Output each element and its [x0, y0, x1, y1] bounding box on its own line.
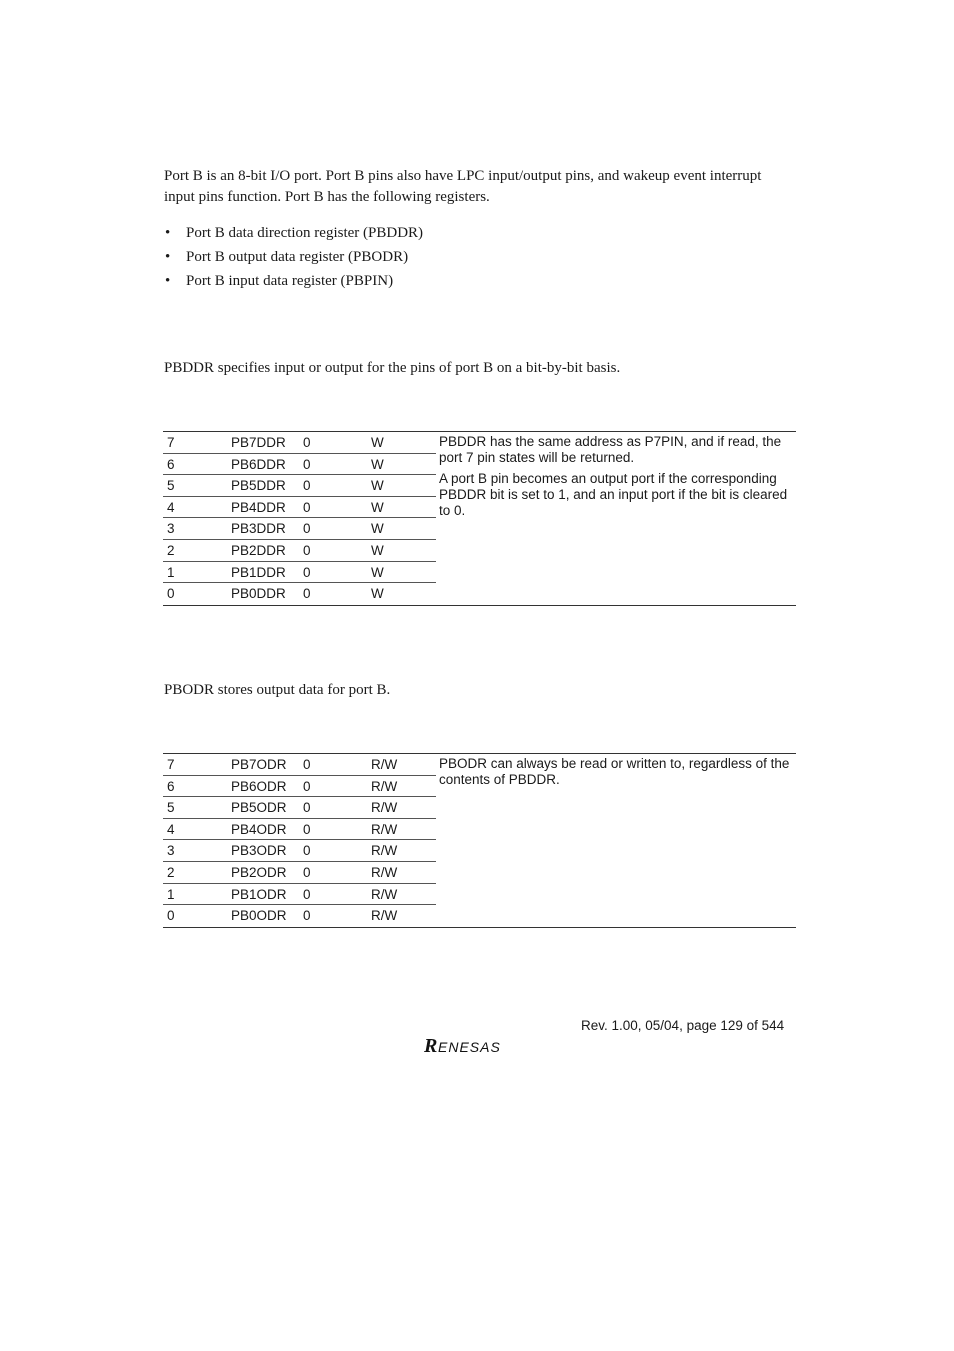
pbddr-table	[163, 431, 796, 607]
list-item-text: Port B input data register (PBPIN)	[186, 273, 394, 289]
note-text: A port B pin becomes an output port if the corresponding PBDDR bit is set to 1, and an input port if the bit is cleared to 0.	[439, 471, 788, 518]
bit-cell: 3	[167, 521, 175, 537]
rw-cell: W	[371, 499, 384, 515]
bit-name-cell: PB3DDR	[231, 521, 286, 537]
table-row	[163, 776, 436, 798]
bit-cell: 6	[167, 778, 175, 794]
renesas-logo	[422, 1034, 542, 1061]
rw-cell: R/W	[371, 757, 398, 772]
rw-cell: W	[371, 586, 384, 602]
rw-cell: R/W	[371, 843, 398, 859]
list-item	[164, 271, 423, 295]
renesas-logo-icon	[422, 1034, 542, 1056]
list-item-text: Port B output data register (PBODR)	[186, 249, 409, 265]
table-row	[163, 797, 436, 819]
logo-letter-r: R	[424, 1035, 438, 1056]
note-text: PBODR can always be read or written to, regardless of the contents of PBDDR.	[439, 756, 790, 787]
initial-value-cell: 0	[303, 499, 311, 515]
bit-cell: 2	[167, 865, 175, 880]
initial-value-cell: 0	[303, 800, 311, 816]
rw-cell: R/W	[371, 908, 398, 924]
list-item	[164, 223, 423, 247]
bit-name-cell: PB4DDR	[231, 499, 286, 515]
table-bottom-rule	[163, 927, 796, 928]
bit-cell: 5	[167, 800, 175, 816]
bit-cell: 2	[167, 543, 175, 558]
bit-name-cell: PB7ODR	[231, 757, 287, 772]
rw-cell: R/W	[371, 821, 398, 837]
initial-value-cell: 0	[303, 456, 311, 472]
logo-text: ENESAS	[438, 1039, 501, 1055]
table-row	[163, 754, 436, 776]
bit-name-cell: PB1DDR	[231, 564, 286, 580]
rw-cell: R/W	[371, 800, 398, 816]
initial-value-cell: 0	[303, 757, 311, 772]
rw-cell: R/W	[371, 865, 398, 880]
rw-cell: R/W	[371, 886, 398, 902]
initial-value-cell: 0	[303, 478, 311, 494]
initial-value-cell: 0	[303, 908, 311, 924]
bit-cell: 6	[167, 456, 175, 472]
bit-cell: 4	[167, 499, 175, 515]
bit-cell: 4	[167, 821, 175, 837]
bit-name-cell: PB2DDR	[231, 543, 286, 558]
initial-value-cell: 0	[303, 821, 311, 837]
table-row	[163, 454, 436, 476]
rw-cell: W	[371, 521, 384, 537]
initial-value-cell: 0	[303, 543, 311, 558]
intro-paragraph: Port B is an 8-bit I/O port. Port B pins also have LPC input/output pins, and wakeup event interrupt input pins function. Port B has the following registers.	[164, 168, 762, 205]
initial-value-cell: 0	[303, 843, 311, 859]
rw-cell: W	[371, 456, 384, 472]
rw-cell: W	[371, 564, 384, 580]
bit-cell: 0	[167, 908, 175, 924]
bit-cell: 7	[167, 435, 175, 450]
initial-value-cell: 0	[303, 586, 311, 602]
bit-name-cell: PB6ODR	[231, 778, 287, 794]
table-row	[163, 540, 436, 562]
table-row	[163, 840, 436, 862]
initial-value-cell: 0	[303, 521, 311, 537]
table-row	[163, 884, 436, 906]
table-bottom-rule	[163, 605, 796, 606]
table-row	[163, 583, 436, 605]
bullet-icon: •	[165, 273, 171, 289]
rw-cell: R/W	[371, 778, 398, 794]
bit-name-cell: PB0DDR	[231, 586, 286, 602]
pbddr-notes	[439, 434, 794, 524]
rw-cell: W	[371, 478, 384, 494]
table-row	[163, 518, 436, 540]
bit-name-cell: PB4ODR	[231, 821, 287, 837]
initial-value-cell: 0	[303, 886, 311, 902]
rw-cell: W	[371, 435, 384, 450]
initial-value-cell: 0	[303, 564, 311, 580]
bit-name-cell: PB2ODR	[231, 865, 287, 880]
register-list	[164, 223, 423, 295]
table-row	[163, 819, 436, 841]
bit-name-cell: PB0ODR	[231, 908, 287, 924]
pbodr-notes	[439, 756, 794, 793]
initial-value-cell: 0	[303, 435, 311, 450]
list-item-text: Port B data direction register (PBDDR)	[186, 225, 424, 241]
initial-value-cell: 0	[303, 778, 311, 794]
pbodr-description: PBODR stores output data for port B.	[164, 682, 391, 698]
bit-name-cell: PB5DDR	[231, 478, 286, 494]
bit-name-cell: PB6DDR	[231, 456, 286, 472]
table-row	[163, 497, 436, 519]
table-row	[163, 905, 436, 927]
note-text: PBDDR has the same address as P7PIN, and if read, the port 7 pin states will be returned.	[439, 434, 782, 465]
table-row	[163, 862, 436, 884]
pbddr-description: PBDDR specifies input or output for the pins of port B on a bit-by-bit basis.	[164, 360, 621, 376]
bit-cell: 0	[167, 586, 175, 602]
bit-cell: 1	[167, 564, 175, 580]
bit-cell: 1	[167, 886, 175, 902]
list-item	[164, 247, 423, 271]
bit-cell: 7	[167, 757, 175, 772]
table-row	[163, 475, 436, 497]
bullet-icon: •	[165, 249, 171, 265]
pbodr-table	[163, 753, 796, 929]
bullet-icon: •	[165, 225, 171, 241]
rw-cell: W	[371, 543, 384, 558]
page-footer: Rev. 1.00, 05/04, page 129 of 544	[581, 1018, 785, 1033]
bit-name-cell: PB5ODR	[231, 800, 287, 816]
bit-cell: 5	[167, 478, 175, 494]
bit-name-cell: PB3ODR	[231, 843, 287, 859]
bit-name-cell: PB7DDR	[231, 435, 286, 450]
bit-cell: 3	[167, 843, 175, 859]
bit-name-cell: PB1ODR	[231, 886, 287, 902]
table-row	[163, 432, 436, 454]
table-row	[163, 562, 436, 584]
initial-value-cell: 0	[303, 865, 311, 880]
